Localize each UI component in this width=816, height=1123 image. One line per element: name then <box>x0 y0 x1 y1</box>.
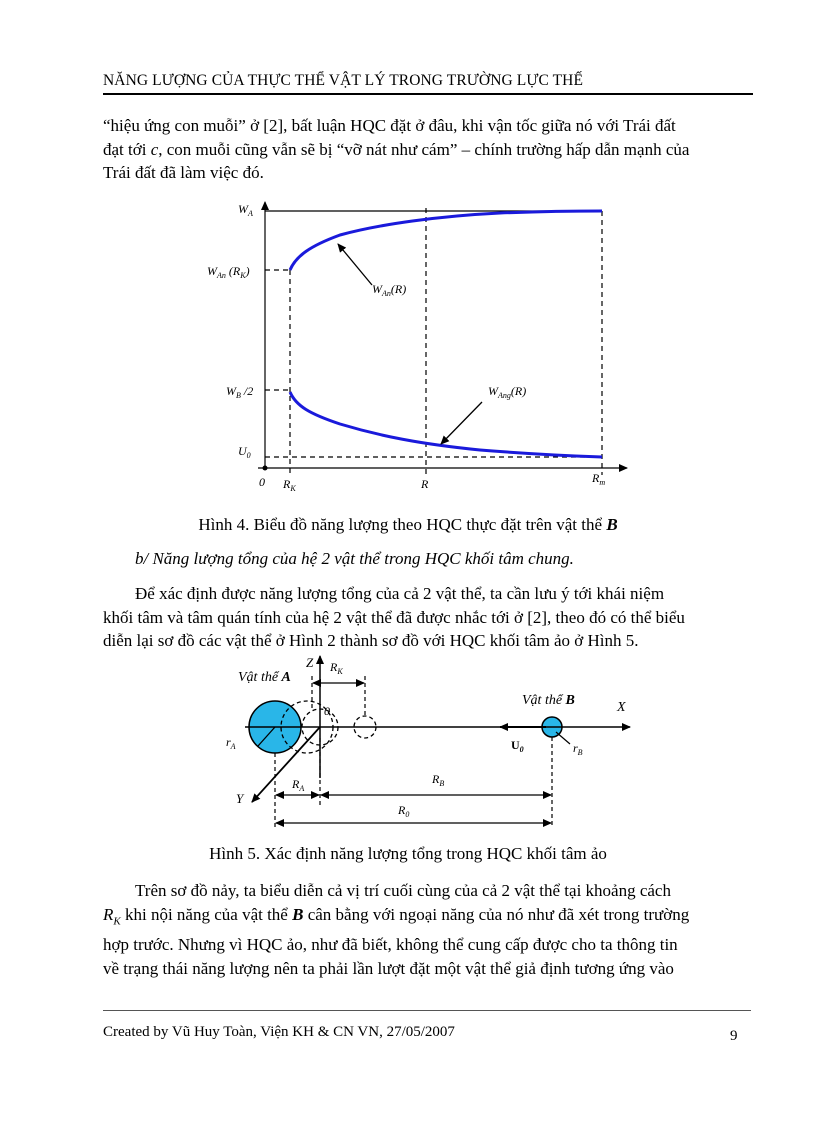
fig5-label-u0: $U_0$ <box>511 738 524 754</box>
fig5-label-z: Z <box>306 655 314 670</box>
figure-5-center-of-mass-diagram <box>0 648 816 833</box>
fig5-label-body-b: Vật thể B <box>522 693 575 708</box>
para2-line-2: khối tâm và tâm quán tính của hệ 2 vật thể đã được nhắc tới ở [2], theo đó có thể biểu <box>103 607 685 627</box>
intro-line-2-c: c <box>150 139 159 159</box>
header-rule <box>103 93 753 95</box>
fig5-label-r0: $R_0$ <box>398 803 410 819</box>
intro-paragraph <box>103 114 750 185</box>
fig4-label-wan-rk: $W_{An}$ $(R_K)$ <box>207 264 250 280</box>
intro-line-2-post: , con muỗi cũng vẫn sẽ bị “vỡ nát như cám” – chính trường hấp dẫn mạnh của <box>158 139 690 159</box>
fig4-label-u0: $U_0$ <box>238 444 251 460</box>
fig5-label-rb-small: $r_B$ <box>573 741 583 757</box>
fig4-origin-dot <box>263 466 268 471</box>
para3-rk-sub: K <box>113 914 121 927</box>
fig4-label-upper-curve: $W_{An}(R)$ <box>372 282 407 298</box>
intro-line-3: Trái đất đã làm việc đó. <box>103 163 264 182</box>
figure-4-energy-diagram <box>0 190 816 500</box>
fig4-label-lower-curve: $W_{Ang}(R)$ <box>488 384 527 400</box>
running-header: NĂNG LƯỢNG CỦA THỰC THỂ VẬT LÝ TRONG TRƯỜNG LỰC THẾ <box>103 72 584 89</box>
fig5-label-origin: 0 <box>324 704 330 718</box>
fig5-rb-pointer <box>556 732 570 744</box>
fig4-label-origin: 0 <box>259 475 265 489</box>
fig5-label-ra: $R_A$ <box>292 777 305 793</box>
figure-5-caption: Hình 5. Xác định năng lượng tổng trong HQC khối tâm ảo <box>209 844 607 863</box>
fig5-label-rb: $R_B$ <box>432 772 445 788</box>
intro-line-1: “hiệu ứng con muỗi” ở [2], bất luận HQC đặt ở đâu, khi vận tốc giữa nó với Trái đất <box>103 116 676 135</box>
section-b-title: b/ Năng lượng tổng của hệ 2 vật thể trong HQC khối tâm chung. <box>135 549 574 568</box>
fig4-label-wa: $W_A$ <box>238 202 253 218</box>
figure-4-caption <box>0 515 816 535</box>
paragraph-2 <box>103 582 750 653</box>
para2-line-1: Để xác định được năng lượng tổng của cả 2 vật thể, ta cần lưu ý tới khái niệm <box>135 584 665 603</box>
para3-line-2-mid: khi nội năng của vật thể <box>120 904 293 924</box>
fig5-label-body-a: Vật thể A <box>238 670 291 685</box>
fig4-label-r: R <box>421 477 429 491</box>
fig5-label-ra-small: $r_A$ <box>226 735 236 751</box>
para3-line-2-post: cân bằng với ngoại năng của nó như đã xét trong trường <box>303 904 690 924</box>
footer-rule <box>103 1010 751 1011</box>
paragraph-3 <box>103 879 750 980</box>
figure-4-caption-b: B <box>606 515 618 534</box>
fig4-label-rm: $R_m$ <box>592 471 606 487</box>
para3-line-4: về trạng thái năng lượng nên ta phải lần lượt đặt một vật thể giả định tương ứng vào <box>103 958 674 978</box>
footer-credit: Created by Vũ Huy Toàn, Viện KH & CN VN, 27/05/2007 <box>103 1024 455 1040</box>
para3-rk: R <box>103 904 114 924</box>
page-number: 9 <box>730 1028 738 1044</box>
fig4-label-wb2: $W_B$ /2 <box>226 384 254 400</box>
fig5-label-y: Y <box>236 791 244 806</box>
fig4-upper-curve <box>290 211 602 270</box>
intro-line-2-pre: đạt tới <box>103 139 151 159</box>
para3-line-1: Trên sơ đồ nảy, ta biểu diễn cả vị trí cuối cùng của cả 2 vật thể tại khoảng cách <box>135 881 671 900</box>
fig4-label-rk: $R_K$ <box>283 477 296 493</box>
para3-b: B <box>292 904 304 924</box>
para2-line-3: diễn lại sơ đồ các vật thể ở Hình 2 thành sơ đồ với HQC khối tâm ảo ở Hình 5. <box>103 631 639 650</box>
fig4-upper-pointer <box>338 244 372 285</box>
figure-4-caption-text: Hình 4. Biểu đồ năng lượng theo HQC thực đặt trên vật thể <box>198 515 607 534</box>
fig4-lower-curve <box>290 392 602 457</box>
para3-line-3: hợp trước. Nhưng vì HQC ảo, như đã biết, không thể cung cấp được cho ta thông tin <box>103 935 678 955</box>
fig4-lower-pointer <box>441 402 482 444</box>
fig5-label-rk: $R_K$ <box>330 660 343 676</box>
fig5-label-x: X <box>617 700 626 715</box>
